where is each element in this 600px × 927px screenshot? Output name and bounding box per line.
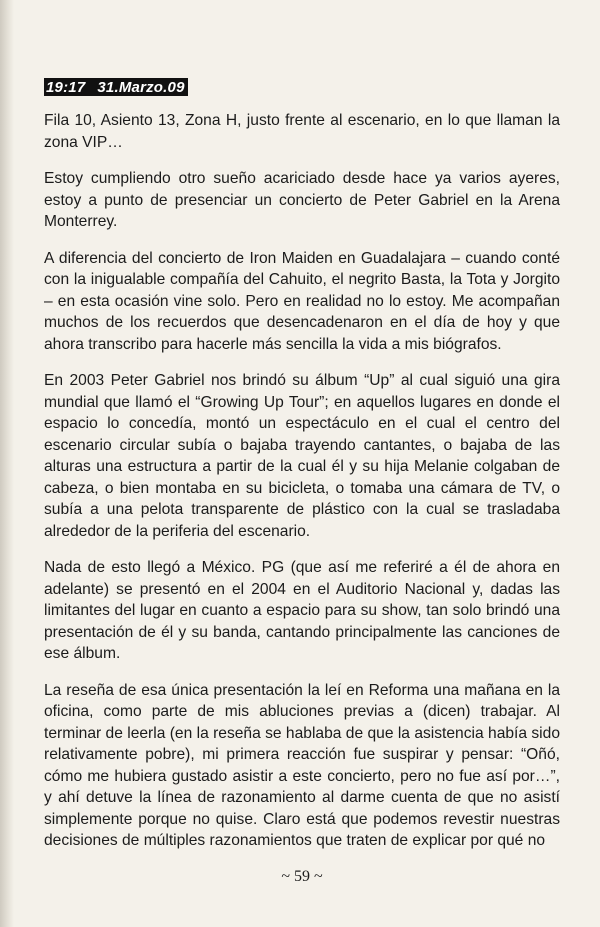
paragraph-mexico: Nada de esto llegó a México. PG (que así me referiré a él de ahora en adelante) se presentó en el 2004 en el Auditorio Nacional y, dadas las limitantes del lugar en cuanto a espacio para su show, tan solo brindó una presentación de él y su banda, cantando principalmente las canciones de ese álbum. (44, 559, 560, 662)
paragraph-seat: Fila 10, Asiento 13, Zona H, justo frente al escenario, en lo que llaman la zona VIP… (44, 112, 560, 151)
entry-date: 31.Marzo.09 (97, 79, 185, 96)
paragraph-dream: Estoy cumpliendo otro sueño acariciado desde hace ya varios ayeres, estoy a punto de presenciar un concierto de Peter Gabriel en la Arena Monterrey. (44, 170, 560, 230)
entry-time: 19:17 (46, 79, 86, 96)
diary-entry-dateline (44, 78, 188, 96)
paragraph-resena: La reseña de esa única presentación la leí en Reforma una mañana en la oficina, como parte de mis abluciones previas a (dicen) trabajar. Al terminar de leerla (en la reseña se hablaba de que la asistencia había sido relativamente pobre), mi primera reacción fue suspirar y pensar: “Oñó, cómo me hubiera gustado asistir a este concierto, pero no fue así por…”, y ahí detuve la línea de razonamiento al darme cuenta de que no asistí simplemente porque no quise. Claro está que podemos revestir nuestras decisiones de múltiples razonamientos que traten de explicar por qué no (44, 681, 560, 849)
book-spine-shadow (0, 0, 14, 927)
book-page-body (44, 0, 560, 927)
paragraph-iron-maiden: A diferencia del concierto de Iron Maiden en Guadalajara – cuando conté con la inigualable compañía del Cahuito, el negrito Basta, la Tota y Jorgito – en esta ocasión vine solo. Pero en realidad no lo estoy. Me acompañan muchos de los recuerdos que desencadenaron en el día de hoy y que ahora transcribo para hacerle más sencilla la vida a mis biógrafos. (44, 249, 560, 353)
paragraph-growing-up-tour: En 2003 Peter Gabriel nos brindó su álbum “Up” al cual siguió una gira mundial que llamó el “Growing Up Tour”; en aquellos lugares en donde el espacio lo concedía, montó un espectáculo en el cual el centro del escenario circular subía o bajaba trayendo cantantes, o bajaba de las alturas una estructura a partir de la cual él y su hija Melanie colgaban de cabeza, o bien montaba en su bicicleta, o tomaba una cámara de TV, o subía a una pelota transparente de plástico con la cual se trasladaba alrededor de la periferia del escenario. (44, 372, 560, 540)
page-number: ~ 59 ~ (281, 867, 323, 885)
